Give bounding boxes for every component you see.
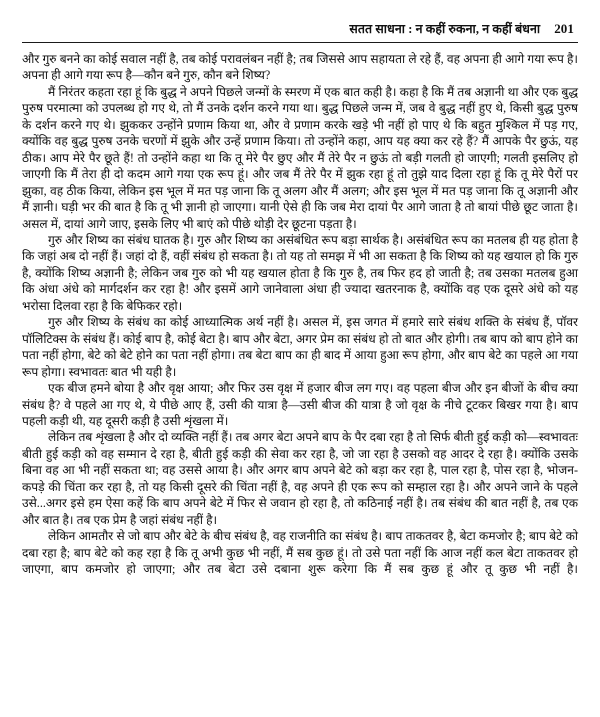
paragraph: गुरु और शिष्य के संबंध का कोई आध्यात्मिक अर्थ नहीं है। असल में, इस जगत में हमारे सारे संबंध शक्ति के संबंध हैं, पॉवर पॉलिटिक्स के संबंध हैं। कोई बाप है, कोई बेटा है। बाप और बेटा, अगर प्रेम का संबंध हो तो बात और होगी। तब बाप को बाप होने का पता नहीं होगा, बेटे को बेटे होने का पता नहीं होगा। तब बेटा बाप का ही बाद में आया हुआ रूप होगा, और बाप बेटे का पहले आ गया रूप होगा। स्वभावतः बात भी यही है।	[22, 315, 578, 379]
running-head	[22, 20, 578, 38]
paragraph: एक बीज हमने बोया है और वृक्ष आया; और फिर उस वृक्ष में हजार बीज लग गए। वह पहला बीज और इन बीजों के बीच क्या संबंध है? वे पहले आ गए थे, ये पीछे आए हैं, उसी की यात्रा है—उसी बीज की यात्रा है जो वृक्ष के नीचे टूटकर बिखर गया है। बाप पहली कड़ी थी, यह दूसरी कड़ी है उसी शृंखला में।	[22, 381, 578, 428]
paragraph: लेकिन तब शृंखला है और दो व्यक्ति नहीं हैं। तब अगर बेटा अपने बाप के पैर दबा रहा है तो सिर्फ बीती हुई कड़ी को—स्वभावतः बीती हुई कड़ी को वह सम्मान दे रहा है, बीती हुई कड़ी की सेवा कर रहा है, जो जा रहा है उसको वह आदर दे रहा है। क्योंकि उसके बिना वह आ भी नहीं सकता था; वह उससे आया है। और अगर बाप अपने बेटे को बड़ा कर रहा है, पाल रहा है, पोस रहा है, भोजन-कपड़े की चिंता कर रहा है, तो यह किसी दूसरे की चिंता नहीं है, वह अपने ही एक रूप को सम्हाल रहा है। और अपने जाने के पहले उसे...अगर इसे हम ऐसा कहें कि बाप अपने बेटे में फिर से जवान हो रहा है, तो कठिनाई नहीं है। तब संबंध की बात नहीं है, तब एक और बात है। तब एक प्रेम है जहां संबंध नहीं है।	[22, 430, 578, 527]
paragraph: और गुरु बनने का कोई सवाल नहीं है, तब कोई परावलंबन नहीं है; तब जिससे आप सहायता ले रहे हैं, वह अपना ही आगे गया रूप है। अपना ही आगे गया रूप है—कौन बने गुरु, कौन बने शिष्य?	[22, 52, 578, 83]
chapter-title: सतत साधना : न कहीं रुकना, न कहीं बंधना	[349, 22, 541, 36]
header-rule	[22, 42, 578, 43]
page-number: 201	[554, 21, 574, 36]
paragraph: लेकिन आमतौर से जो बाप और बेटे के बीच संबंध है, वह राजनीति का संबंध है। बाप ताकतवर है, बेटा कमजोर है; बाप बेटे को दबा रहा है; बाप बेटे को कह रहा है कि तू अभी कुछ भी नहीं, मैं सब कुछ हूं। तो उसे पता नहीं कि आज नहीं कल बेटा ताकतवर हो जाएगा, बाप कमजोर हो जाएगा; और तब बेटा उसे दबाना शुरू करेगा कि मैं सब कुछ हूं और तू कुछ भी नहीं है।	[22, 529, 578, 577]
page-body	[22, 51, 578, 594]
paragraph: गुरु और शिष्य का संबंध घातक है। गुरु और शिष्य का असंबंधित रूप बड़ा सार्थक है। असंबंधित रूप का मतलब ही यह होता है कि जहां अब दो नहीं हैं। जहां दो हैं, वहीं संबंध हो सकता है। तो यह तो समझ में भी आ सकता है कि शिष्य को यह खयाल हो कि गुरु है, क्योंकि शिष्य अज्ञानी है; लेकिन जब गुरु को भी यह खयाल होता है कि गुरु है, तब फिर हद हो जाती है; तब उसका मतलब हुआ कि अंधा अंधे को मार्गदर्शन कर रहा है! और इसमें आगे जानेवाला अंधा ही ज्यादा खतरनाक है, क्योंकि वह एक दूसरे अंधे को यह भरोसा दिलवा रहा है कि बेफिकर रहो।	[22, 232, 578, 313]
paragraph: मैं निरंतर कहता रहा हूं कि बुद्ध ने अपने पिछले जन्मों के स्मरण में एक बात कही है। कहा है कि मैं तब अज्ञानी था और एक बुद्ध पुरुष परमात्मा को उपलब्ध हो गए थे, तो मैं उनके दर्शन करने गया था। बुद्ध पिछले जन्म में, जब वे बुद्ध नहीं हुए थे, किसी बुद्ध पुरुष के दर्शन करने गए थे। झुककर उन्होंने प्रणाम किया था, और वे प्रणाम करके खड़े भी नहीं हो पाए थे कि बहुत मुश्किल में पड़ गए, क्योंकि वह बुद्ध पुरुष उनके चरणों में झुके और उन्हें प्रणाम किया। तो उन्होंने कहा, आप यह क्या कर रहे हैं? मैं आपके पैर छुऊं, यह ठीक। आप मेरे पैर छूते हैं! तो उन्होंने कहा था कि तू मेरे पैर छुए और मैं तेरे पैर न छुऊं तो बड़ी गलती हो जाएगी; गलती इसलिए हो जाएगी कि मैं तेरा ही दो कदम आगे गया एक रूप हूं। और जब मैं तेरे पैर में झुक रहा हूं तो तुझे याद दिला रहा हूं कि तू मेरे पैरों पर झुका, वह ठीक किया, लेकिन इस भूल में मत पड़ जाना कि तू अलग और मैं अलग; और इस भूल में मत पड़ जाना कि तू अज्ञानी और मैं ज्ञानी। घड़ी भर की बात है कि तू भी ज्ञानी हो जाएगा। यानी ऐसे ही कि जब मेरा दायां पैर आगे जाता है तो बायां पीछे छूट जाता है। असल में, दायां आगे जाए, इसके लिए भी बाएं को पीछे थोड़ी देर छूटना पड़ता है।	[22, 84, 578, 231]
